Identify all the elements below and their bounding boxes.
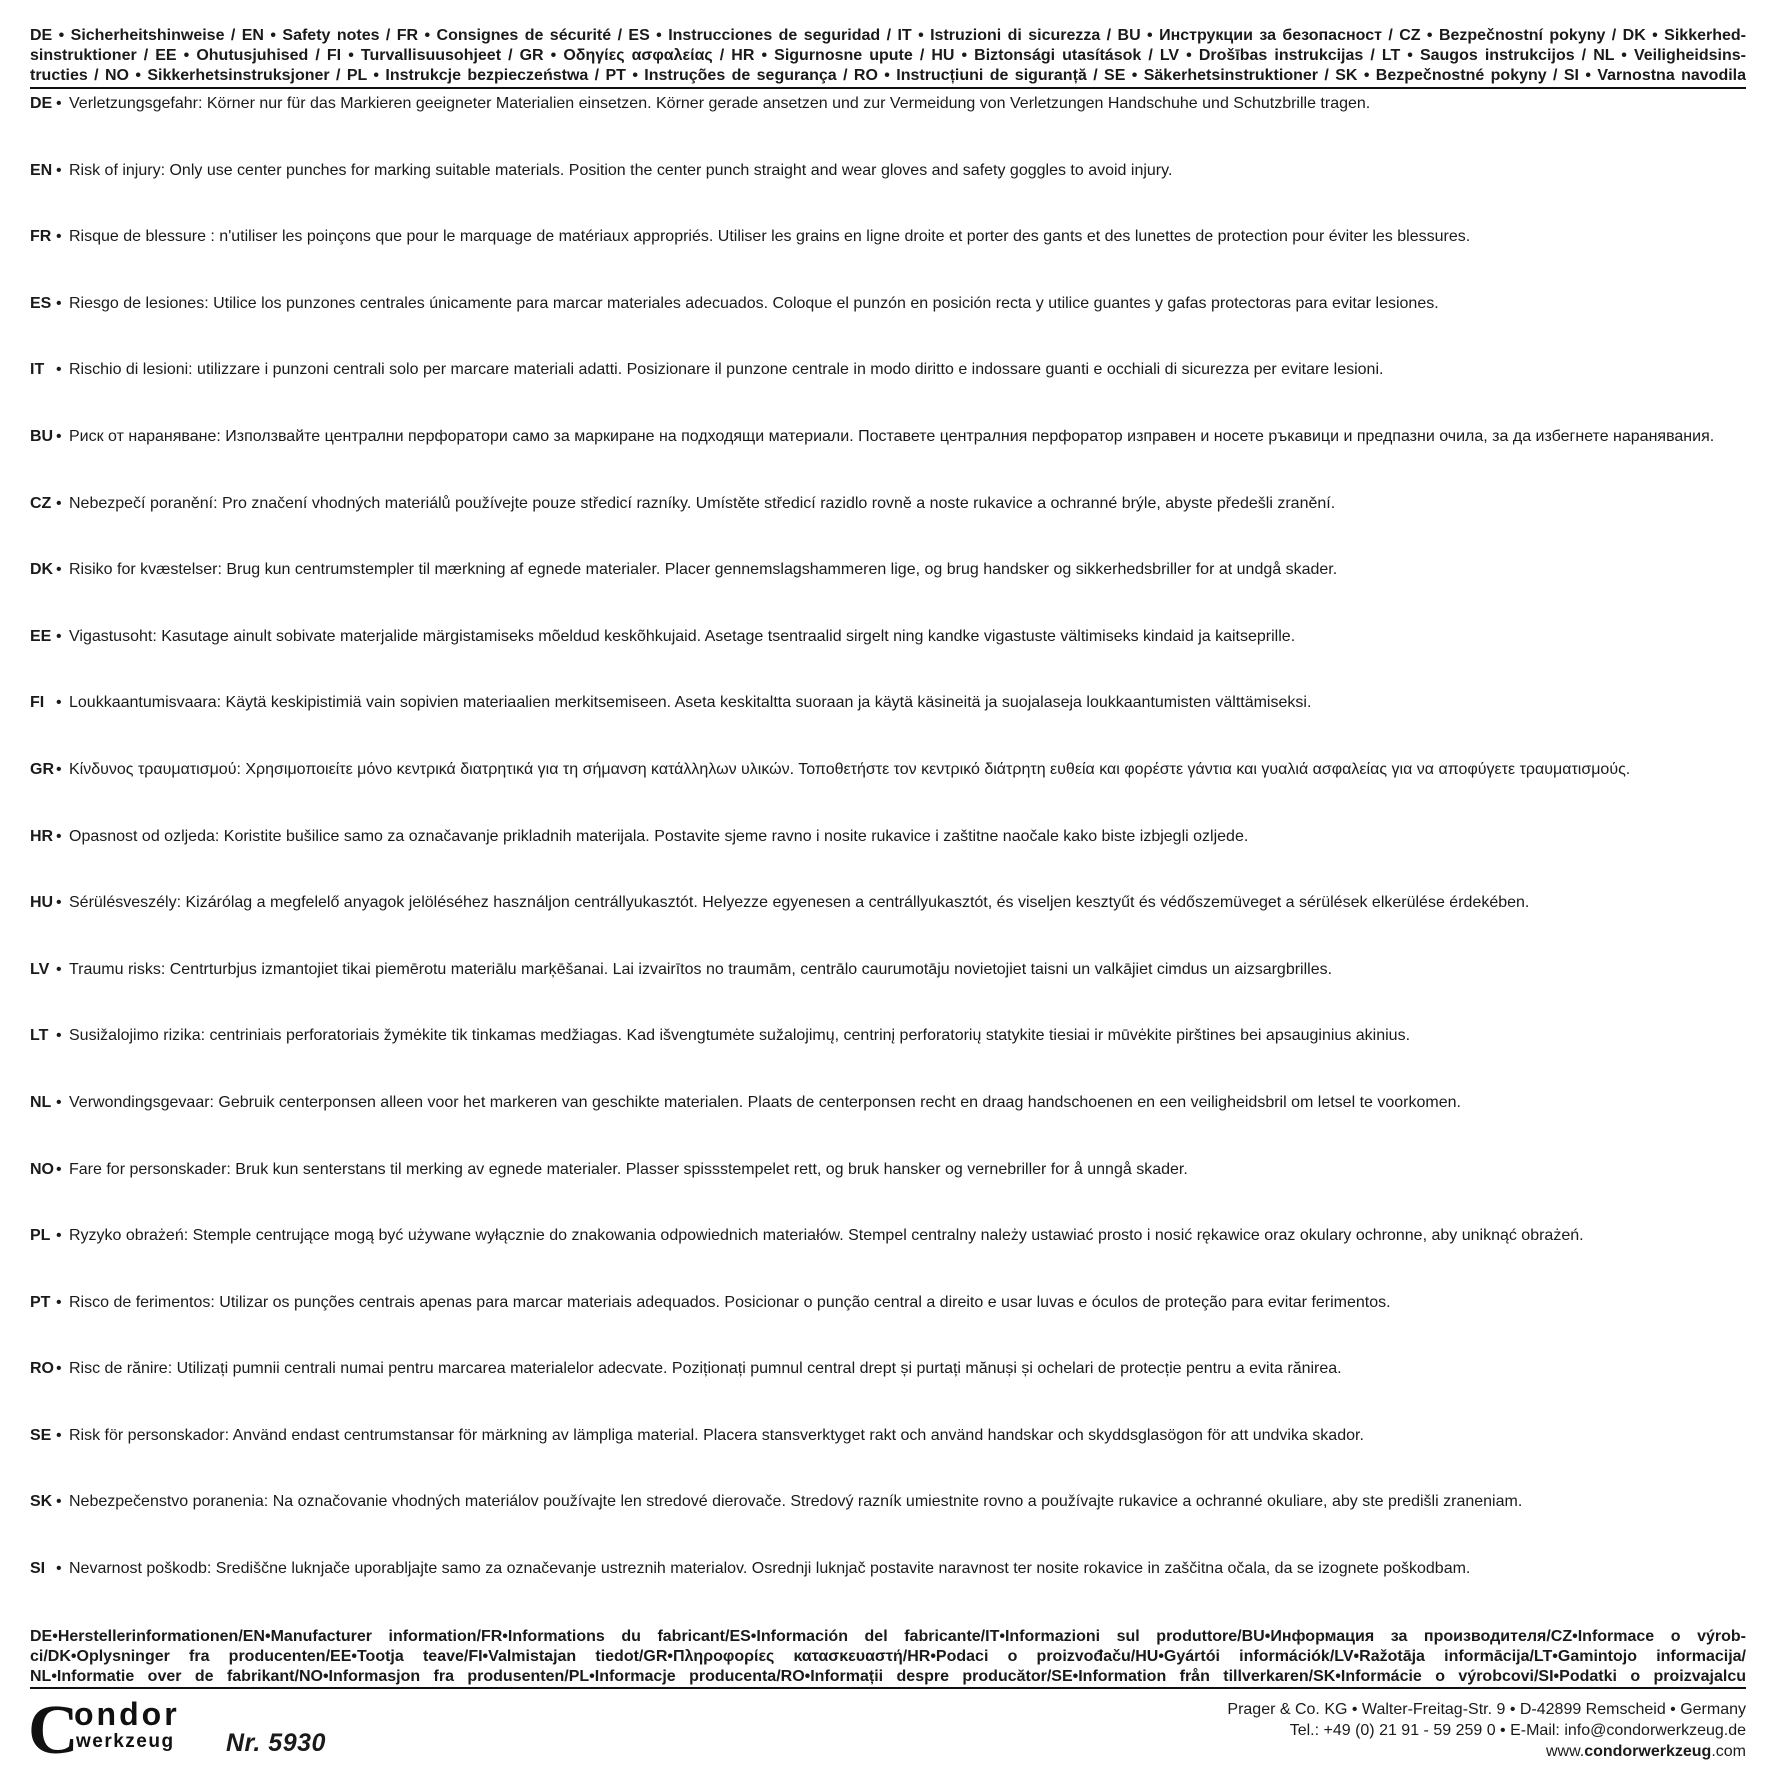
language-code: HR — [30, 827, 54, 845]
safety-entry-no — [30, 1159, 1746, 1226]
safety-entry-de — [30, 93, 1746, 160]
language-code: ES — [30, 294, 52, 312]
bullet-separator: • — [56, 627, 62, 645]
safety-entry-lt — [30, 1025, 1746, 1092]
language-code: NO — [30, 1160, 54, 1178]
safety-text: Rischio di lesioni: utilizzare i punzoni centrali solo per marcare materiali adatti. Posizionare il punzone centrale in modo diritto e indossare guanti e occhiali di sicurezza per evitare lesioni. — [69, 361, 1384, 379]
language-code: LT — [30, 1027, 49, 1045]
safety-entry-pt — [30, 1292, 1746, 1359]
header-divider — [30, 87, 1746, 89]
language-code: SK — [30, 1493, 53, 1511]
safety-text: Nebezpečí poranění: Pro značení vhodných materiálů používejte pouze středicí razníky. Umístěte středicí razidlo rovně a noste rukavice a ochranné brýle, abyste předešli zranění. — [69, 494, 1336, 512]
safety-text: Risc de rănire: Utilizați pumnii centrali numai pentru marcarea materialelor adecvate. Poziționați pumnul central drept și purtați mănuși și ochelari de protecție pentru a evita rănirea. — [69, 1360, 1342, 1378]
language-code: FI — [30, 694, 45, 712]
bullet-separator: • — [56, 294, 62, 312]
manufacturer-address — [1227, 1699, 1746, 1762]
language-code: IT — [30, 361, 45, 379]
safety-entry-nl — [30, 1092, 1746, 1159]
bullet-separator: • — [56, 228, 62, 246]
bullet-separator: • — [56, 161, 62, 179]
safety-entry-dk — [30, 559, 1746, 626]
language-code: DK — [30, 561, 54, 579]
bullet-separator: • — [56, 694, 62, 712]
language-code: GR — [30, 760, 54, 778]
safety-text: Κίνδυνος τραυματισμού: Χρησιμοποιείτε μόνο κεντρικά διατρητικά για τη σήμανση κατάλληλων υλικών. Τοποθετήστε τον κεντρικό διάτρητη ευθεία και φορέστε γάντια και γυαλιά ασφαλείας για να αποφύγετε τραυματισμούς. — [69, 760, 1631, 778]
safety-entry-se — [30, 1425, 1746, 1492]
safety-text: Fare for personskader: Bruk kun senterstans til merking av egnede materialer. Plasser spissstempelet rett, og bruk hansker og vernebriller for å unngå skader. — [69, 1160, 1188, 1178]
bullet-separator: • — [56, 960, 62, 978]
footer — [30, 1693, 1746, 1771]
language-code: BU — [30, 427, 54, 445]
language-code: PL — [30, 1227, 51, 1245]
safety-entry-gr — [30, 759, 1746, 826]
bullet-separator: • — [56, 561, 62, 579]
logo-brand-top: ondor — [74, 1695, 180, 1732]
bullet-separator: • — [56, 427, 62, 445]
bullet-separator: • — [56, 760, 62, 778]
model-number: Nr. 5930 — [226, 1728, 326, 1757]
bullet-separator: • — [56, 1360, 62, 1378]
bullet-separator: • — [56, 1293, 62, 1311]
safety-header-line-2: sinstruktioner / EE • Ohutusjuhised / FI • Turvallisuusohjeet / GR • Οδηγίες ασφαλείας / HR • Sigurnosne upute / HU • Biztonsági utasítások / LV • Drošības instrukcijas / LT • Saugos instrukcijos / NL • Veiligheidsins- — [30, 47, 1746, 64]
address-line-2: Tel.: +49 (0) 21 91 - 59 259 0 • E-Mail: info@condorwerkzeug.de — [1289, 1721, 1746, 1739]
bullet-separator: • — [56, 361, 62, 379]
website-prefix: www. — [1545, 1742, 1585, 1760]
bullet-separator: • — [56, 894, 62, 912]
safety-entry-it — [30, 359, 1746, 426]
safety-entry-ro — [30, 1358, 1746, 1425]
safety-entry-fr — [30, 226, 1746, 293]
safety-text: Risco de ferimentos: Utilizar os punções centrais apenas para marcar materiais adequados. Posicionar o punção central a direito e usar luvas e óculos de proteção para evitar ferimentos. — [69, 1293, 1391, 1311]
website[interactable] — [1227, 1741, 1746, 1762]
safety-entry-sk — [30, 1491, 1746, 1558]
safety-entry-en — [30, 160, 1746, 227]
manufacturer-header-line-3: NL•Informatie over de fabrikant/NO•Informasjon fra produsenten/PL•Informacje producenta/RO•Informații despre producător/SE•Information från tillverkaren/SK•Informácie o výrobcovi/SI•Podatki o proizvajalcu — [30, 1667, 1746, 1685]
safety-notes-header — [30, 26, 1746, 86]
manufacturer-header-line-1: DE•Herstellerinformationen/EN•Manufacturer information/FR•Informations du fabricant/ES•Información del fabricante/IT•Informazioni sul produttore/BU•Информация за производителя/CZ•Informace o výrob- — [30, 1627, 1746, 1645]
bullet-separator: • — [56, 1160, 62, 1178]
language-code: EN — [30, 161, 53, 179]
safety-text: Nevarnost poškodb: Središčne luknjače uporabljajte samo za označevanje ustreznih materialov. Osrednji luknjač postavite naravnost ter nosite rokavice in zaščitna očala, da se izognete poškodbam. — [69, 1560, 1471, 1578]
safety-text: Риск от нараняване: Използвайте централни перфоратори само за маркиране на подходящи материали. Поставете централния перфоратор изправен и носете ръкавици и предпазни очила, за да избегнете наранявания. — [69, 427, 1715, 445]
safety-entry-es — [30, 293, 1746, 360]
safety-text: Sérülésveszély: Kizárólag a megfelelő anyagok jelöléséhez használjon centrállyukasztót. Helyezze egyenesen a centrállyukasztót, és viseljen kesztyűt és védőszemüveget a sérülések elkerülése érdekében. — [69, 894, 1530, 912]
bullet-separator: • — [56, 1426, 62, 1444]
safety-entry-pl — [30, 1225, 1746, 1292]
safety-text: Verwondingsgevaar: Gebruik centerponsen alleen voor het markeren van geschikte materialen. Plaats de centerponsen recht en draag handschoenen en een veiligheidsbril om letsel te voorkomen. — [69, 1093, 1461, 1111]
safety-text: Nebezpečenstvo poranenia: Na označovanie vhodných materiálov používajte len stredové dierovače. Stredový razník umiestnite rovno a používajte rukavice a ochranné okuliare, aby ste predišli zraneniam. — [69, 1493, 1523, 1511]
safety-entry-cz — [30, 493, 1746, 560]
bullet-separator: • — [56, 95, 62, 112]
condor-logo-mark — [30, 1695, 230, 1765]
bullet-separator: • — [56, 1227, 62, 1245]
safety-header-line-3: tructies / NO • Sikkerhetsinstruksjoner / PL • Instrukcje bezpieczeństwa / PT • Instruções de segurança / RO • Instrucțiuni de siguranță / SE • Säkerhetsinstruktioner / SK • Bezpečnostné pokyny / SI • Varnostna navodila — [30, 67, 1746, 84]
safety-text: Riesgo de lesiones: Utilice los punzones centrales únicamente para marcar materiales adecuados. Coloque el punzón en posición recta y utilice guantes y gafas protectoras para evitar lesiones. — [69, 294, 1439, 312]
safety-text: Risk för personskador: Använd endast centrumstansar för märkning av lämpliga material. Placera stansverktyget rakt och använd handskar och skyddsglasögon för att undvika skador. — [69, 1426, 1364, 1444]
safety-text: Opasnost od ozljeda: Koristite bušilice samo za označavanje prikladnih materijala. Postavite sjeme ravno i nosite rukavice i zaštitne naočale kako biste izbjegli ozljede. — [69, 827, 1249, 845]
bullet-separator: • — [56, 494, 62, 512]
safety-text: Risque de blessure : n'utiliser les poinçons que pour le marquage de matériaux appropriés. Utiliser les grains en ligne droite et porter des gants et des lunettes de protection pour éviter les blessures. — [69, 228, 1471, 246]
footer-divider — [30, 1687, 1746, 1689]
language-code: PT — [30, 1293, 51, 1311]
language-code: EE — [30, 627, 52, 645]
safety-entry-hu — [30, 892, 1746, 959]
website-suffix: .com — [1711, 1742, 1746, 1760]
website-domain: condorwerkzeug — [1584, 1742, 1712, 1760]
language-code: LV — [30, 960, 50, 978]
manufacturer-header-line-2: ci/DK•Oplysninger fra producenten/EE•Tootja teave/FI•Valmistajan tiedot/GR•Πληροφορίες κατασκευαστή/HR•Podaci o proizvođaču/HU•Gyártói információk/LV•Ražotāja informācija/LT•Gamintojo informacija/ — [30, 1647, 1746, 1665]
bullet-separator: • — [56, 1493, 62, 1511]
safety-header-line-1: DE • Sicherheitshinweise / EN • Safety notes / FR • Consignes de sécurité / ES • Instrucciones de seguridad / IT • Istruzioni di sicurezza / BU • Инструкции за безопасност / CZ • Bezpečnostní pokyny / DK • Sikkerhed- — [30, 27, 1746, 44]
condor-logo — [30, 1695, 230, 1765]
safety-text: Vigastusoht: Kasutage ainult sobivate materjalide märgistamiseks mõeldud keskõhkujaid. Asetage tsentraalid sirgelt ning kandke vigastuste vältimiseks kindaid ja kaitseprille. — [69, 627, 1296, 645]
bullet-separator: • — [56, 1027, 62, 1045]
safety-text: Loukkaantumisvaara: Käytä keskipistimiä vain sopivien materiaalien merkitsemiseen. Aseta keskitaltta suoraan ja käytä käsineitä ja suojalaseja loukkaantumisten välttämiseksi. — [69, 694, 1312, 712]
safety-text: Susižalojimo rizika: centriniais perforatoriais žymėkite tik tinkamas medžiagas. Kad išvengtumėte sužalojimų, centrinį perforatorių statykite tiesiai ir mūvėkite pirštines bei apsauginius akinius. — [69, 1027, 1411, 1045]
safety-entry-si — [30, 1558, 1746, 1625]
safety-text: Risiko for kvæstelser: Brug kun centrumstempler til mærkning af egnede materialer. Placer gennemslagshammeren lige, og brug handsker og sikkerhedsbriller for at undgå skader. — [69, 561, 1338, 579]
address-line-1: Prager & Co. KG • Walter-Freitag-Str. 9 • D-42899 Remscheid • Germany — [1227, 1700, 1746, 1718]
safety-entry-lv — [30, 959, 1746, 1026]
safety-sheet — [30, 26, 1746, 1771]
safety-entry-bu — [30, 426, 1746, 493]
language-code: DE — [30, 95, 53, 112]
safety-text: Ryzyko obrażeń: Stemple centrujące mogą być używane wyłącznie do znakowania odpowiednich materiałów. Stempel centralny należy ustawiać prosto i nosić rękawice oraz okulary ochronne, aby uniknąć obrażeń. — [69, 1227, 1584, 1245]
language-code: RO — [30, 1360, 54, 1378]
bullet-separator: • — [56, 827, 62, 845]
safety-text: Risk of injury: Only use center punches for marking suitable materials. Position the center punch straight and wear gloves and safety goggles to avoid injury. — [69, 161, 1173, 179]
logo-brand-bottom: werkzeug — [76, 1730, 175, 1752]
safety-entry-hr — [30, 826, 1746, 893]
manufacturer-info-header — [30, 1627, 1746, 1687]
language-code: SE — [30, 1426, 52, 1444]
language-code: FR — [30, 228, 52, 246]
safety-entry-fi — [30, 692, 1746, 759]
language-code: HU — [30, 894, 54, 912]
language-code: SI — [30, 1560, 46, 1578]
safety-text: Traumu risks: Centrturbjus izmantojiet tikai piemērotu materiālu marķēšanai. Lai izvairītos no traumām, centrālo caurumotāju novietojiet taisni un valkājiet cimdus un aizsargbrilles. — [69, 960, 1333, 978]
bullet-separator: • — [56, 1560, 62, 1578]
bullet-separator: • — [56, 1093, 62, 1111]
safety-entries-list — [30, 93, 1746, 1625]
safety-entry-ee — [30, 626, 1746, 693]
language-code: NL — [30, 1093, 52, 1111]
language-code: CZ — [30, 494, 52, 512]
safety-text: Verletzungsgefahr: Körner nur für das Markieren geeigneter Materialien einsetzen. Körner gerade ansetzen und zur Vermeidung von Verletzungen Handschuhe und Schutzbrille tragen. — [69, 95, 1371, 112]
logo-initial: C — [30, 1694, 79, 1765]
